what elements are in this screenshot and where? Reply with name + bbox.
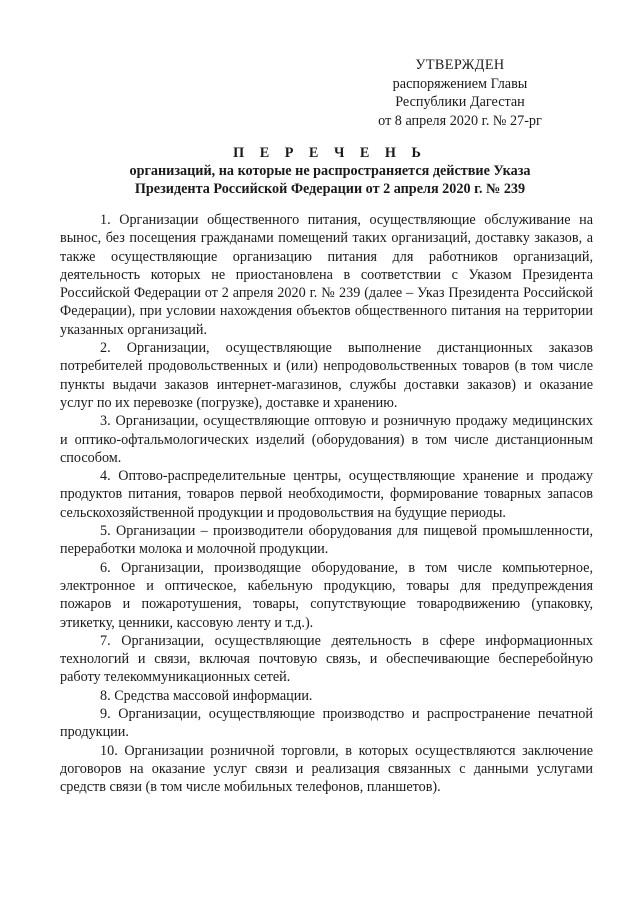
list-item	[60, 467, 593, 522]
item-number: 5.	[100, 523, 111, 540]
list-item	[60, 705, 593, 742]
document-heading	[60, 144, 600, 198]
item-text: Организации, осуществляющие выполнение дистанционных заказов потребителей продовольственных и (или) непродовольственных товаров (в том числе пункты выдачи заказов интернет-магазинов, службы доставки заказов) и оказание услуг по их перевозке (погрузке), доставке и хранению.	[60, 340, 593, 411]
approval-line-2: Республики Дагестан	[395, 94, 525, 110]
item-text: Организации, осуществляющие оптовую и розничную продажу медицинских и оптико-офтальмологических изделий (оборудования) в том числе дистанционным способом.	[60, 413, 593, 466]
list-item	[60, 211, 593, 339]
item-text: Организации, осуществляющие производство и распространение печатной продукции.	[60, 706, 593, 741]
list-item	[60, 559, 593, 632]
item-text: Средства массовой информации.	[114, 687, 313, 704]
item-number: 6.	[100, 559, 111, 576]
approval-line-3: от 8 апреля 2020 г. № 27-рг	[378, 112, 542, 129]
approval-title: УТВЕРЖДЕН	[415, 57, 505, 73]
item-number: 7.	[100, 632, 111, 649]
item-text: Организации, производящие оборудование, в том числе компьютерное, электронное и оптическое, кабельную продукцию, товары для предупреждения пожаров и пожаротушения, товары, сопутствующие товародвижению (упаковку, этикетку, ценники, кассовую ленту и т.д.).	[60, 559, 594, 631]
approval-line-1: распоряжением Главы	[392, 75, 528, 92]
item-number: 9.	[100, 706, 111, 723]
item-text: Организации – производители оборудования для пищевой промышленности, переработки молока и молочной продукции.	[60, 523, 593, 558]
item-text: Оптово-распределительные центры, осуществляющие хранение и продажу продуктов питания, товаров первой необходимости, формирование товарных запасов сельскохозяйственной продукции и продовольствия на будущие периоды.	[60, 468, 593, 521]
item-number: 4.	[100, 468, 111, 485]
list-item	[60, 687, 593, 705]
document-body	[60, 211, 593, 797]
heading-line-2: Президента Российской Федерации от 2 апреля 2020 г. № 239	[134, 181, 526, 197]
item-text: Организации розничной торговли, в которых осуществляются заключение договоров на оказание услуг связи и реализация связанных с данными услугами средств связи (в том числе мобильных телефонов, планшетов).	[60, 742, 593, 796]
item-number: 3.	[100, 413, 111, 430]
item-number: 2.	[100, 340, 111, 357]
item-number: 1.	[100, 212, 111, 228]
list-item	[60, 339, 593, 412]
approval-stamp	[360, 56, 560, 130]
item-text: Организации, осуществляющие деятельность в сфере информационных технологий и связи, включая почтовую связь, и обеспечивающие бесперебойную работу телекоммуникационных сетей.	[60, 632, 593, 686]
list-item	[60, 522, 593, 559]
heading-line-1: организаций, на которые не распространяется действие Указа	[129, 163, 531, 179]
list-item	[60, 412, 593, 467]
item-text: Организации общественного питания, осуществляющие обслуживание на вынос, без посещения гражданами помещений таких организаций, доставку заказов, а также осуществляющие организацию питания для работников организаций, деятельность которых не приостановлена в соответствии с Указом Президента Российской Федерации от 2 апреля 2020 г. № 239 (далее – Указ Президента Российской Федерации), при условии нахождения объектов общественного питания на территории указанных организаций.	[60, 212, 593, 338]
list-item	[60, 742, 593, 797]
heading-word: П Е Р Е Ч Е Н Ь	[233, 145, 427, 161]
item-number: 8.	[100, 687, 111, 704]
item-number: 10.	[100, 742, 118, 759]
list-item	[60, 632, 593, 687]
